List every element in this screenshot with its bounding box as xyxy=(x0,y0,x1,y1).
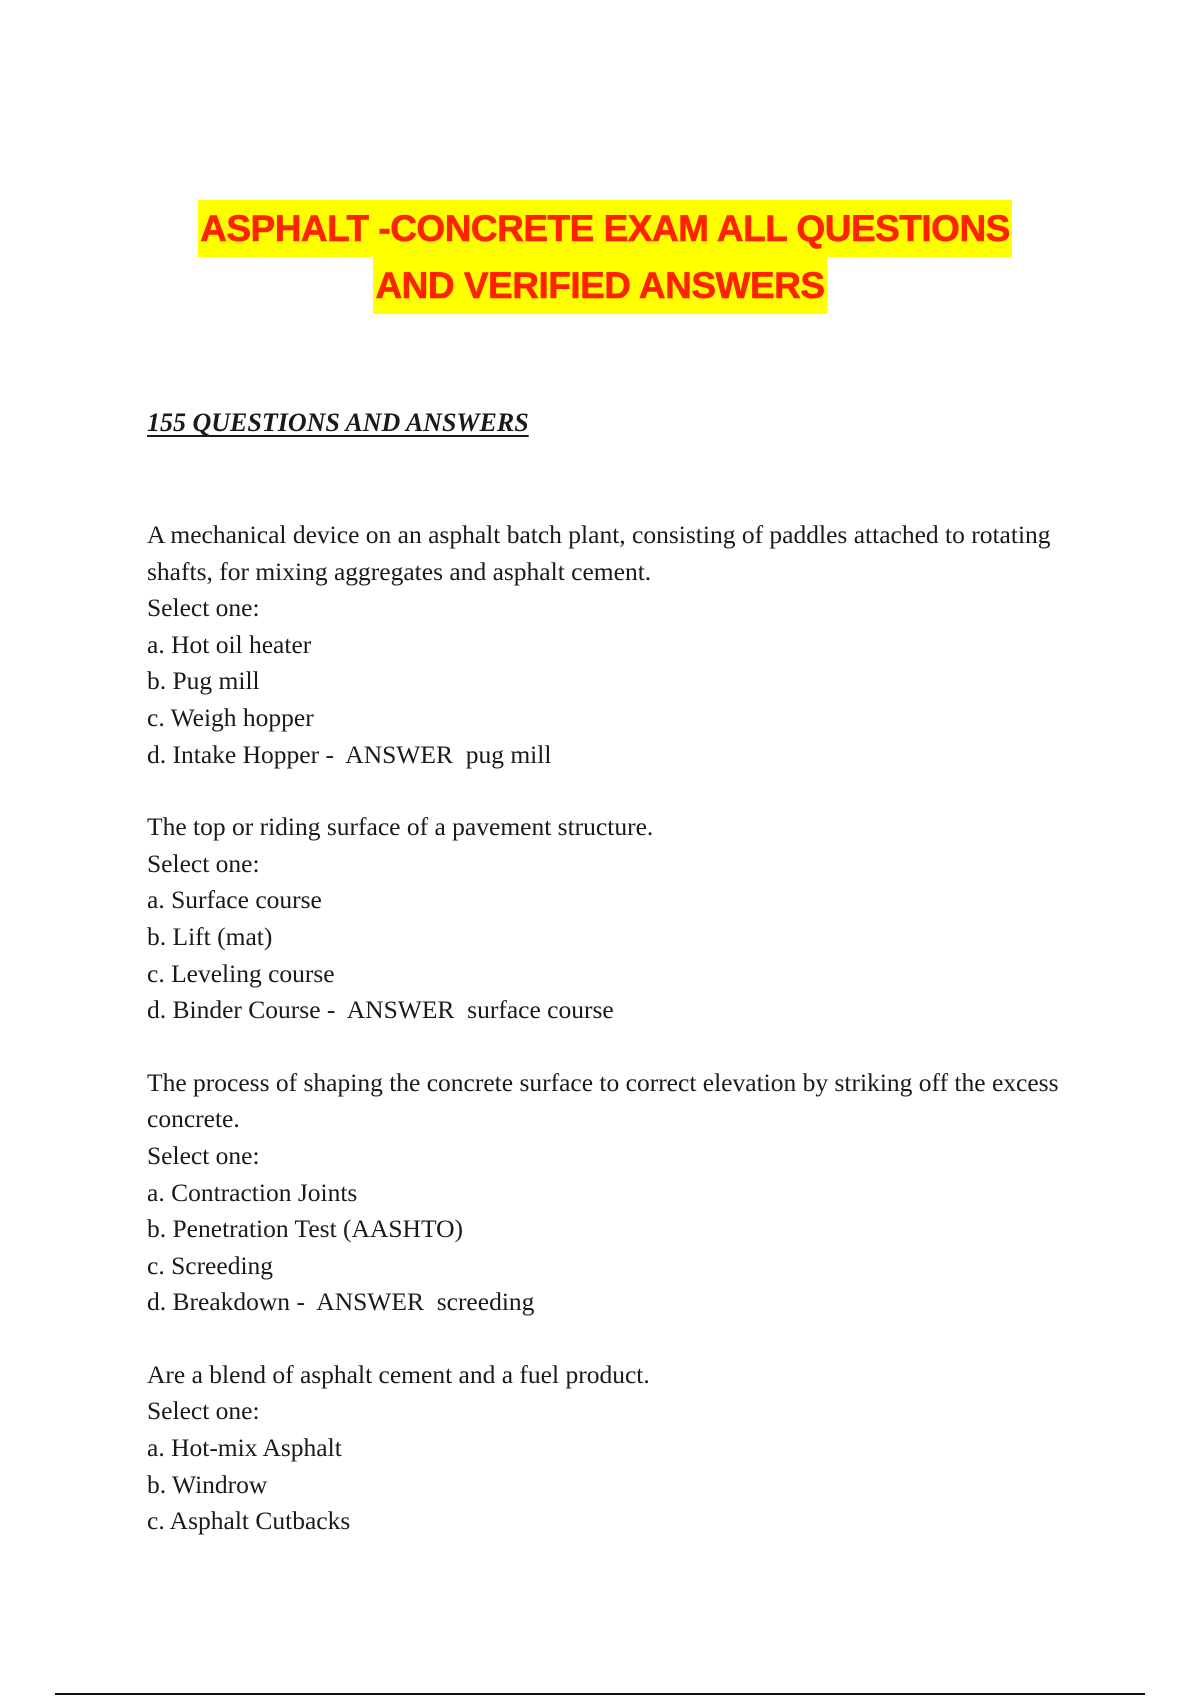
title-line-1: ASPHALT -CONCRETE EXAM ALL QUESTIONS xyxy=(198,200,1012,257)
option-a: a. Hot oil heater xyxy=(147,629,312,659)
option-d-with-answer: d. Binder Course - ANSWER surface course xyxy=(147,995,614,1025)
question-text: The process of shaping the concrete surface to correct elevation by striking off the excess concrete. xyxy=(147,1067,1059,1134)
answer-text: surface course xyxy=(467,995,614,1025)
option-c: c. Weigh hopper xyxy=(147,702,314,732)
question-text: Are a blend of asphalt cement and a fuel product. xyxy=(147,1359,650,1389)
question-list xyxy=(147,517,1067,1576)
answer-label: ANSWER xyxy=(316,1287,424,1317)
option-c: c. Screeding xyxy=(147,1250,274,1280)
answer-label: ANSWER xyxy=(346,995,455,1025)
question-block xyxy=(147,809,1067,1029)
option-a: a. Contraction Joints xyxy=(147,1177,358,1207)
question-block xyxy=(147,1357,1067,1540)
option-b: b. Windrow xyxy=(147,1469,268,1499)
option-c: c. Leveling course xyxy=(147,958,335,988)
option-d: d. Intake Hopper xyxy=(147,739,320,769)
question-text: The top or riding surface of a pavement structure. xyxy=(147,812,654,842)
option-a: a. Surface course xyxy=(147,885,322,915)
answer-text: pug mill xyxy=(465,739,552,769)
question-block xyxy=(147,517,1067,773)
answer-label: ANSWER xyxy=(345,739,453,769)
questions-count-heading: 155 QUESTIONS AND ANSWERS xyxy=(147,408,529,437)
question-block xyxy=(147,1065,1067,1321)
select-one-label: Select one: xyxy=(147,593,260,623)
option-d-with-answer: d. Breakdown - ANSWER screeding xyxy=(147,1287,535,1317)
option-b: b. Lift (mat) xyxy=(147,921,273,951)
select-one-label: Select one: xyxy=(147,1140,260,1170)
page-bottom-rule xyxy=(55,1693,1145,1695)
question-text: A mechanical device on an asphalt batch plant, consisting of paddles attached to rotating shafts, for mixing aggregates and asphalt cement. xyxy=(147,520,1051,586)
option-d-with-answer: d. Intake Hopper - ANSWER pug mill xyxy=(147,739,552,769)
option-c: c. Asphalt Cutbacks xyxy=(147,1506,351,1536)
answer-text: screeding xyxy=(436,1287,535,1317)
title-line-2: AND VERIFIED ANSWERS xyxy=(373,257,826,314)
select-one-label: Select one: xyxy=(147,848,260,878)
select-one-label: Select one: xyxy=(147,1396,260,1426)
option-d: d. Binder Course xyxy=(147,995,321,1025)
option-d: d. Breakdown xyxy=(147,1287,291,1317)
option-b: b. Penetration Test (AASHTO) xyxy=(147,1214,463,1244)
option-a: a. Hot-mix Asphalt xyxy=(147,1433,342,1463)
option-b: b. Pug mill xyxy=(147,666,260,696)
document-title xyxy=(0,200,1200,314)
